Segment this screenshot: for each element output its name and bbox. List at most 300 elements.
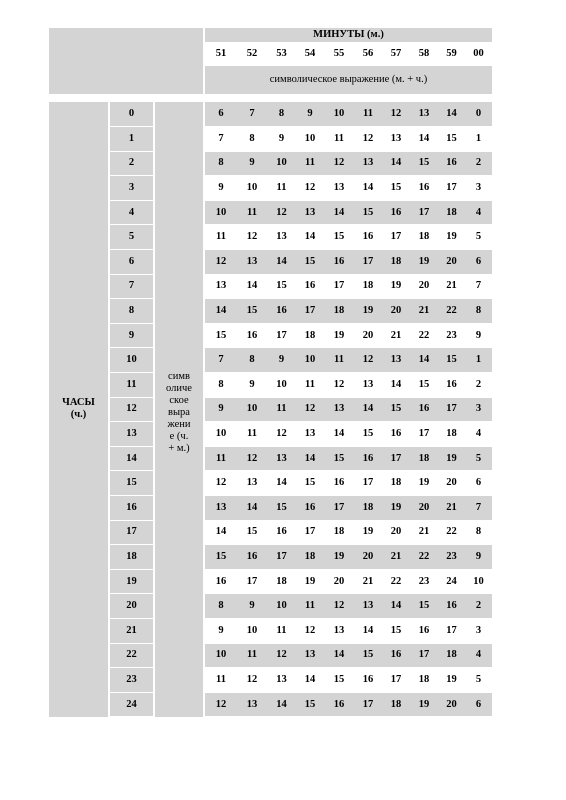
value-cell: 17 bbox=[438, 618, 465, 643]
value-cell: 18 bbox=[382, 692, 410, 717]
value-cell: 21 bbox=[410, 520, 438, 545]
hour-cell: 14 bbox=[109, 446, 154, 471]
value-cell: 19 bbox=[354, 520, 382, 545]
value-cell: 21 bbox=[382, 545, 410, 570]
hours-expression-label: симв оличе ское выра жени е (ч. + м.) bbox=[154, 102, 204, 717]
table-row bbox=[49, 200, 492, 225]
value-cell: 21 bbox=[438, 274, 465, 299]
value-cell: 12 bbox=[324, 594, 354, 619]
value-cell: 7 bbox=[465, 496, 492, 521]
value-cell: 20 bbox=[410, 496, 438, 521]
value-cell: 19 bbox=[438, 225, 465, 250]
value-cell: 14 bbox=[204, 299, 237, 324]
value-cell: 14 bbox=[382, 594, 410, 619]
value-cell: 23 bbox=[410, 569, 438, 594]
value-cell: 14 bbox=[296, 446, 324, 471]
value-cell: 12 bbox=[324, 151, 354, 176]
value-cell: 8 bbox=[237, 348, 267, 373]
value-cell: 11 bbox=[267, 618, 296, 643]
value-cell: 13 bbox=[382, 348, 410, 373]
table-row bbox=[49, 225, 492, 250]
hour-cell: 11 bbox=[109, 373, 154, 398]
table-row bbox=[49, 446, 492, 471]
value-cell: 11 bbox=[204, 446, 237, 471]
hour-cell: 5 bbox=[109, 225, 154, 250]
hour-cell: 9 bbox=[109, 323, 154, 348]
value-cell: 13 bbox=[237, 471, 267, 496]
value-cell: 10 bbox=[204, 643, 237, 668]
table-row bbox=[49, 643, 492, 668]
value-cell: 18 bbox=[438, 422, 465, 447]
minute-header-58: 58 bbox=[410, 42, 438, 66]
table-body bbox=[49, 28, 492, 717]
value-cell: 15 bbox=[324, 225, 354, 250]
hour-cell: 10 bbox=[109, 348, 154, 373]
table-row bbox=[49, 176, 492, 201]
value-cell: 16 bbox=[438, 594, 465, 619]
value-cell: 11 bbox=[267, 397, 296, 422]
spacer bbox=[49, 94, 492, 102]
value-cell: 20 bbox=[438, 692, 465, 717]
value-cell: 18 bbox=[438, 200, 465, 225]
value-cell: 17 bbox=[324, 496, 354, 521]
value-cell: 8 bbox=[465, 299, 492, 324]
value-cell: 4 bbox=[465, 422, 492, 447]
value-cell: 9 bbox=[267, 127, 296, 152]
value-cell: 18 bbox=[410, 446, 438, 471]
value-cell: 11 bbox=[296, 151, 324, 176]
value-cell: 9 bbox=[296, 102, 324, 127]
value-cell: 13 bbox=[204, 274, 237, 299]
hour-cell: 17 bbox=[109, 520, 154, 545]
value-cell: 19 bbox=[324, 323, 354, 348]
value-cell: 18 bbox=[354, 496, 382, 521]
value-cell: 18 bbox=[267, 569, 296, 594]
minute-header-52: 52 bbox=[237, 42, 267, 66]
value-cell: 13 bbox=[204, 496, 237, 521]
value-cell: 3 bbox=[465, 397, 492, 422]
hour-cell: 3 bbox=[109, 176, 154, 201]
value-cell: 14 bbox=[410, 127, 438, 152]
hour-cell: 8 bbox=[109, 299, 154, 324]
value-cell: 15 bbox=[382, 176, 410, 201]
value-cell: 19 bbox=[410, 250, 438, 275]
hour-cell: 19 bbox=[109, 569, 154, 594]
value-cell: 16 bbox=[354, 225, 382, 250]
value-cell: 22 bbox=[438, 520, 465, 545]
value-cell: 6 bbox=[465, 250, 492, 275]
value-cell: 12 bbox=[324, 373, 354, 398]
value-cell: 19 bbox=[382, 496, 410, 521]
value-cell: 8 bbox=[267, 102, 296, 127]
hour-cell: 13 bbox=[109, 422, 154, 447]
table-row bbox=[49, 102, 492, 127]
value-cell: 13 bbox=[324, 397, 354, 422]
value-cell: 2 bbox=[465, 373, 492, 398]
value-cell: 8 bbox=[237, 127, 267, 152]
value-cell: 20 bbox=[410, 274, 438, 299]
value-cell: 12 bbox=[296, 176, 324, 201]
value-cell: 11 bbox=[324, 127, 354, 152]
value-cell: 12 bbox=[237, 668, 267, 693]
value-cell: 17 bbox=[354, 471, 382, 496]
spacer-row bbox=[49, 94, 492, 102]
value-cell: 15 bbox=[438, 127, 465, 152]
hour-cell: 23 bbox=[109, 668, 154, 693]
value-cell: 14 bbox=[354, 397, 382, 422]
value-cell: 9 bbox=[237, 594, 267, 619]
value-cell: 23 bbox=[438, 323, 465, 348]
value-cell: 10 bbox=[296, 127, 324, 152]
minute-header-55: 55 bbox=[324, 42, 354, 66]
value-cell: 17 bbox=[354, 692, 382, 717]
value-cell: 22 bbox=[438, 299, 465, 324]
value-cell: 3 bbox=[465, 176, 492, 201]
value-cell: 10 bbox=[296, 348, 324, 373]
minute-header-59: 59 bbox=[438, 42, 465, 66]
value-cell: 15 bbox=[296, 250, 324, 275]
value-cell: 15 bbox=[267, 274, 296, 299]
value-cell: 20 bbox=[354, 545, 382, 570]
value-cell: 14 bbox=[324, 643, 354, 668]
value-cell: 20 bbox=[382, 520, 410, 545]
value-cell: 13 bbox=[296, 200, 324, 225]
value-cell: 18 bbox=[410, 225, 438, 250]
value-cell: 11 bbox=[296, 594, 324, 619]
value-cell: 14 bbox=[354, 618, 382, 643]
hours-minutes-table bbox=[49, 28, 492, 717]
value-cell: 10 bbox=[204, 200, 237, 225]
value-cell: 17 bbox=[410, 200, 438, 225]
minutes-expression-label: символическое выражение (м. + ч.) bbox=[204, 66, 492, 94]
value-cell: 10 bbox=[267, 594, 296, 619]
table-corner bbox=[49, 28, 204, 94]
value-cell: 20 bbox=[354, 323, 382, 348]
value-cell: 15 bbox=[410, 373, 438, 398]
value-cell: 11 bbox=[237, 643, 267, 668]
table-row bbox=[49, 299, 492, 324]
value-cell: 15 bbox=[410, 151, 438, 176]
value-cell: 16 bbox=[237, 323, 267, 348]
value-cell: 16 bbox=[267, 299, 296, 324]
value-cell: 12 bbox=[354, 127, 382, 152]
value-cell: 11 bbox=[237, 422, 267, 447]
value-cell: 16 bbox=[237, 545, 267, 570]
value-cell: 21 bbox=[410, 299, 438, 324]
value-cell: 16 bbox=[267, 520, 296, 545]
value-cell: 15 bbox=[382, 618, 410, 643]
value-cell: 17 bbox=[382, 225, 410, 250]
value-cell: 17 bbox=[267, 545, 296, 570]
hour-cell: 7 bbox=[109, 274, 154, 299]
value-cell: 17 bbox=[324, 274, 354, 299]
value-cell: 18 bbox=[382, 471, 410, 496]
table-row bbox=[49, 496, 492, 521]
value-cell: 2 bbox=[465, 594, 492, 619]
value-cell: 8 bbox=[204, 594, 237, 619]
value-cell: 13 bbox=[237, 250, 267, 275]
value-cell: 7 bbox=[237, 102, 267, 127]
value-cell: 17 bbox=[296, 299, 324, 324]
value-cell: 12 bbox=[267, 422, 296, 447]
value-cell: 15 bbox=[382, 397, 410, 422]
value-cell: 13 bbox=[324, 618, 354, 643]
value-cell: 13 bbox=[237, 692, 267, 717]
value-cell: 0 bbox=[465, 102, 492, 127]
table-row bbox=[49, 348, 492, 373]
table-row bbox=[49, 323, 492, 348]
value-cell: 4 bbox=[465, 643, 492, 668]
value-cell: 9 bbox=[465, 323, 492, 348]
value-cell: 17 bbox=[354, 250, 382, 275]
value-cell: 13 bbox=[354, 151, 382, 176]
value-cell: 11 bbox=[296, 373, 324, 398]
hour-cell: 20 bbox=[109, 594, 154, 619]
value-cell: 14 bbox=[382, 151, 410, 176]
value-cell: 12 bbox=[296, 397, 324, 422]
value-cell: 16 bbox=[438, 373, 465, 398]
value-cell: 7 bbox=[465, 274, 492, 299]
hour-cell: 24 bbox=[109, 692, 154, 717]
value-cell: 16 bbox=[296, 496, 324, 521]
value-cell: 13 bbox=[267, 225, 296, 250]
value-cell: 19 bbox=[410, 471, 438, 496]
value-cell: 15 bbox=[204, 545, 237, 570]
value-cell: 9 bbox=[204, 397, 237, 422]
value-cell: 7 bbox=[204, 348, 237, 373]
value-cell: 10 bbox=[237, 176, 267, 201]
value-cell: 8 bbox=[204, 151, 237, 176]
value-cell: 10 bbox=[237, 397, 267, 422]
value-cell: 14 bbox=[204, 520, 237, 545]
value-cell: 13 bbox=[296, 422, 324, 447]
value-cell: 20 bbox=[438, 471, 465, 496]
value-cell: 24 bbox=[438, 569, 465, 594]
value-cell: 19 bbox=[438, 668, 465, 693]
value-cell: 16 bbox=[438, 151, 465, 176]
minute-header-53: 53 bbox=[267, 42, 296, 66]
value-cell: 11 bbox=[267, 176, 296, 201]
value-cell: 18 bbox=[324, 520, 354, 545]
value-cell: 19 bbox=[382, 274, 410, 299]
hour-cell: 0 bbox=[109, 102, 154, 127]
value-cell: 10 bbox=[465, 569, 492, 594]
value-cell: 8 bbox=[465, 520, 492, 545]
value-cell: 16 bbox=[410, 176, 438, 201]
hour-cell: 2 bbox=[109, 151, 154, 176]
value-cell: 16 bbox=[382, 422, 410, 447]
value-cell: 3 bbox=[465, 618, 492, 643]
table-row bbox=[49, 422, 492, 447]
value-cell: 6 bbox=[465, 471, 492, 496]
value-cell: 17 bbox=[438, 397, 465, 422]
value-cell: 15 bbox=[237, 520, 267, 545]
value-cell: 11 bbox=[237, 200, 267, 225]
minute-header-56: 56 bbox=[354, 42, 382, 66]
value-cell: 9 bbox=[465, 545, 492, 570]
value-cell: 12 bbox=[354, 348, 382, 373]
value-cell: 9 bbox=[204, 176, 237, 201]
value-cell: 11 bbox=[354, 102, 382, 127]
value-cell: 10 bbox=[204, 422, 237, 447]
value-cell: 12 bbox=[267, 200, 296, 225]
value-cell: 18 bbox=[410, 668, 438, 693]
value-cell: 14 bbox=[267, 471, 296, 496]
value-cell: 14 bbox=[296, 668, 324, 693]
value-cell: 18 bbox=[382, 250, 410, 275]
value-cell: 13 bbox=[354, 594, 382, 619]
minute-header-57: 57 bbox=[382, 42, 410, 66]
value-cell: 13 bbox=[410, 102, 438, 127]
value-cell: 10 bbox=[237, 618, 267, 643]
value-cell: 12 bbox=[382, 102, 410, 127]
value-cell: 16 bbox=[324, 471, 354, 496]
value-cell: 1 bbox=[465, 348, 492, 373]
value-cell: 17 bbox=[438, 176, 465, 201]
value-cell: 19 bbox=[324, 545, 354, 570]
value-cell: 21 bbox=[438, 496, 465, 521]
table-row bbox=[49, 274, 492, 299]
value-cell: 17 bbox=[296, 520, 324, 545]
table-row bbox=[49, 545, 492, 570]
value-cell: 14 bbox=[237, 274, 267, 299]
minute-header-54: 54 bbox=[296, 42, 324, 66]
minute-header-00: 00 bbox=[465, 42, 492, 66]
value-cell: 16 bbox=[324, 250, 354, 275]
value-cell: 17 bbox=[382, 668, 410, 693]
table-row bbox=[49, 594, 492, 619]
value-cell: 17 bbox=[237, 569, 267, 594]
value-cell: 18 bbox=[354, 274, 382, 299]
value-cell: 10 bbox=[324, 102, 354, 127]
value-cell: 21 bbox=[354, 569, 382, 594]
value-cell: 12 bbox=[204, 471, 237, 496]
table-row bbox=[49, 471, 492, 496]
header-title-row bbox=[49, 28, 492, 42]
value-cell: 12 bbox=[237, 446, 267, 471]
value-cell: 10 bbox=[267, 151, 296, 176]
value-cell: 19 bbox=[354, 299, 382, 324]
value-cell: 20 bbox=[382, 299, 410, 324]
value-cell: 18 bbox=[324, 299, 354, 324]
value-cell: 15 bbox=[354, 200, 382, 225]
value-cell: 13 bbox=[267, 668, 296, 693]
value-cell: 18 bbox=[296, 545, 324, 570]
value-cell: 15 bbox=[324, 668, 354, 693]
value-cell: 16 bbox=[324, 692, 354, 717]
value-cell: 16 bbox=[296, 274, 324, 299]
value-cell: 18 bbox=[438, 643, 465, 668]
hour-cell: 21 bbox=[109, 618, 154, 643]
value-cell: 20 bbox=[324, 569, 354, 594]
value-cell: 15 bbox=[237, 299, 267, 324]
value-cell: 9 bbox=[237, 373, 267, 398]
value-cell: 15 bbox=[267, 496, 296, 521]
hour-cell: 6 bbox=[109, 250, 154, 275]
value-cell: 14 bbox=[382, 373, 410, 398]
value-cell: 12 bbox=[204, 692, 237, 717]
value-cell: 17 bbox=[267, 323, 296, 348]
value-cell: 5 bbox=[465, 446, 492, 471]
value-cell: 8 bbox=[204, 373, 237, 398]
value-cell: 17 bbox=[382, 446, 410, 471]
table-row bbox=[49, 151, 492, 176]
value-cell: 21 bbox=[382, 323, 410, 348]
table-row bbox=[49, 618, 492, 643]
table-row bbox=[49, 250, 492, 275]
value-cell: 13 bbox=[354, 373, 382, 398]
value-cell: 15 bbox=[354, 422, 382, 447]
value-cell: 15 bbox=[324, 446, 354, 471]
value-cell: 15 bbox=[296, 471, 324, 496]
value-cell: 17 bbox=[410, 422, 438, 447]
value-cell: 22 bbox=[382, 569, 410, 594]
value-cell: 10 bbox=[267, 373, 296, 398]
value-cell: 14 bbox=[237, 496, 267, 521]
table-row bbox=[49, 127, 492, 152]
value-cell: 11 bbox=[204, 668, 237, 693]
value-cell: 19 bbox=[410, 692, 438, 717]
value-cell: 11 bbox=[324, 348, 354, 373]
hour-cell: 12 bbox=[109, 397, 154, 422]
value-cell: 19 bbox=[438, 446, 465, 471]
value-cell: 22 bbox=[410, 545, 438, 570]
value-cell: 19 bbox=[296, 569, 324, 594]
minutes-title: МИНУТЫ (м.) bbox=[204, 28, 492, 42]
value-cell: 5 bbox=[465, 225, 492, 250]
value-cell: 1 bbox=[465, 127, 492, 152]
value-cell: 22 bbox=[410, 323, 438, 348]
value-cell: 23 bbox=[438, 545, 465, 570]
value-cell: 15 bbox=[410, 594, 438, 619]
value-cell: 14 bbox=[267, 250, 296, 275]
table-row bbox=[49, 373, 492, 398]
table-row bbox=[49, 668, 492, 693]
hour-cell: 18 bbox=[109, 545, 154, 570]
value-cell: 14 bbox=[410, 348, 438, 373]
value-cell: 14 bbox=[438, 102, 465, 127]
hour-cell: 4 bbox=[109, 200, 154, 225]
value-cell: 14 bbox=[324, 200, 354, 225]
hour-cell: 22 bbox=[109, 643, 154, 668]
value-cell: 14 bbox=[354, 176, 382, 201]
value-cell: 4 bbox=[465, 200, 492, 225]
value-cell: 17 bbox=[410, 643, 438, 668]
value-cell: 16 bbox=[382, 643, 410, 668]
value-cell: 20 bbox=[438, 250, 465, 275]
value-cell: 12 bbox=[267, 643, 296, 668]
value-cell: 15 bbox=[438, 348, 465, 373]
value-cell: 16 bbox=[382, 200, 410, 225]
value-cell: 13 bbox=[267, 446, 296, 471]
value-cell: 2 bbox=[465, 151, 492, 176]
hour-cell: 16 bbox=[109, 496, 154, 521]
value-cell: 12 bbox=[296, 618, 324, 643]
hours-label: ЧАСЫ (ч.) bbox=[49, 102, 109, 717]
value-cell: 14 bbox=[324, 422, 354, 447]
value-cell: 9 bbox=[204, 618, 237, 643]
value-cell: 15 bbox=[296, 692, 324, 717]
value-cell: 15 bbox=[204, 323, 237, 348]
value-cell: 9 bbox=[267, 348, 296, 373]
hour-cell: 15 bbox=[109, 471, 154, 496]
value-cell: 16 bbox=[354, 668, 382, 693]
value-cell: 18 bbox=[296, 323, 324, 348]
value-cell: 11 bbox=[204, 225, 237, 250]
value-cell: 6 bbox=[204, 102, 237, 127]
value-cell: 7 bbox=[204, 127, 237, 152]
table-row bbox=[49, 520, 492, 545]
